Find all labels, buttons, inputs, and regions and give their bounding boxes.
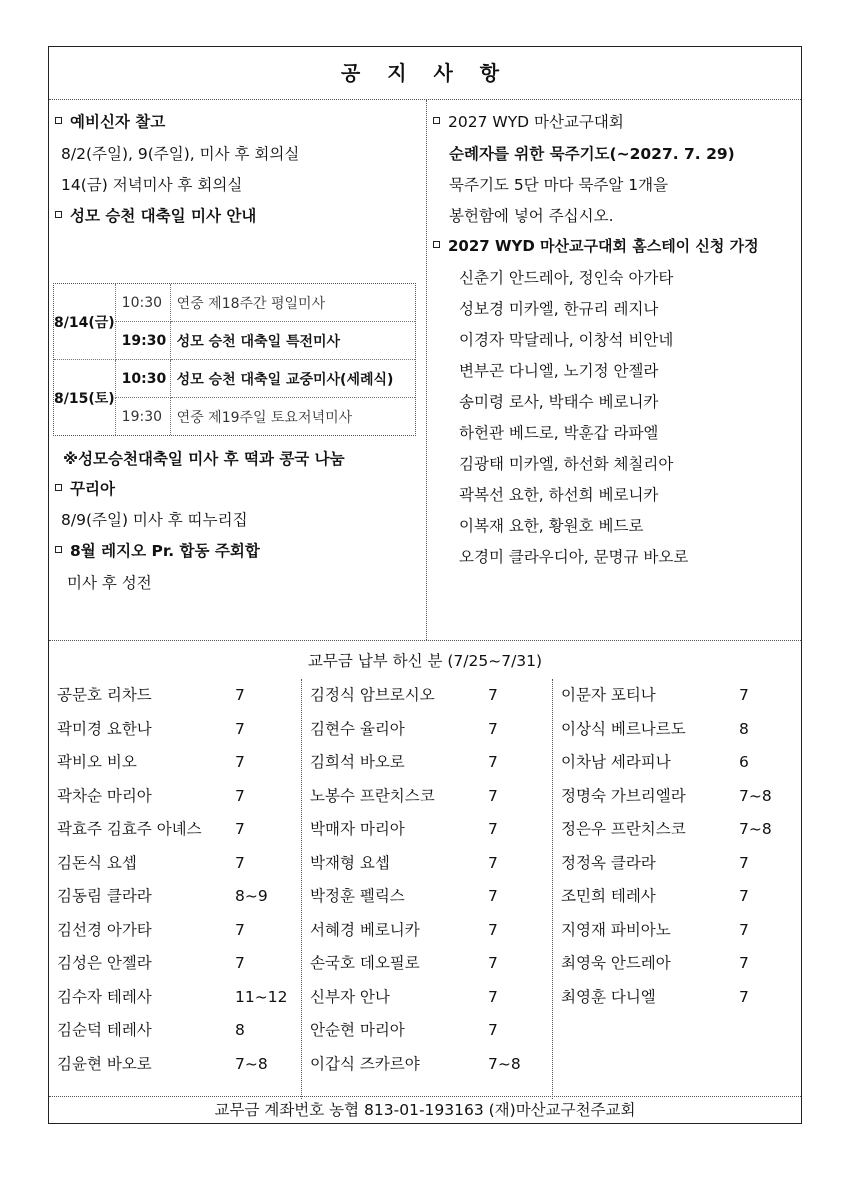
donor-row: [561, 813, 772, 846]
donor-months: 7: [739, 920, 749, 939]
donor-name: 최영훈 다니엘: [561, 987, 656, 1006]
donor-months: 7~8: [739, 786, 772, 805]
donor-row: [561, 947, 749, 980]
square-bullet-icon: [55, 546, 62, 553]
donor-name: 노봉수 프란치스코: [310, 786, 435, 805]
schedule-row: [54, 360, 415, 398]
donor-months: 7: [488, 987, 498, 1006]
square-bullet-icon: [55, 484, 62, 491]
donor-name: 박재형 요셉: [310, 853, 390, 872]
donor-months: 7: [488, 887, 498, 905]
schedule-date: 8/14(금): [54, 284, 115, 360]
homestay-family: 송미령 로사, 박태수 베로니카: [459, 393, 659, 411]
donor-months: 7: [235, 786, 245, 805]
wyd-rosary-line-2: 묵주기도 5단 마다 묵주알 1개을: [449, 176, 669, 194]
section-heading: [55, 539, 260, 561]
donor-row: [57, 746, 245, 779]
donor-months: 7: [488, 853, 498, 872]
catechumen-heading: 예비신자 찰고: [70, 113, 166, 131]
donor-months: 7: [739, 887, 749, 905]
section-heading: [55, 477, 115, 499]
wyd-rosary-line: 순례자를 위한 묵주기도(~2027. 7. 29): [449, 145, 735, 163]
donor-row: [57, 947, 245, 980]
square-bullet-icon: [433, 241, 440, 248]
curia-heading: 꾸리아: [70, 480, 115, 498]
curia-line: 8/9(주일) 미사 후 띠누리집: [61, 511, 248, 529]
donor-months: 7~8: [488, 1054, 521, 1073]
left-column: [49, 100, 427, 640]
homestay-family: 김광태 미카엘, 하선화 체칠리아: [459, 455, 674, 473]
donor-row: [57, 679, 245, 712]
donor-months: 7: [739, 954, 749, 972]
donor-name: 이갑식 즈카르야: [310, 1054, 420, 1073]
donation-section: [49, 640, 801, 1098]
square-bullet-icon: [55, 211, 62, 218]
donor-row: [561, 780, 772, 813]
donor-name: 손국호 데오필로: [310, 954, 420, 972]
schedule-row: [54, 284, 415, 322]
donor-months: 6: [739, 753, 749, 771]
homestay-family: 하헌관 베드로, 박훈갑 라파엘: [459, 424, 659, 442]
homestay-family: 성보경 미카엘, 한규리 레지나: [459, 300, 659, 318]
donor-name: 최영욱 안드레아: [561, 954, 671, 972]
donor-column-2: [301, 679, 551, 1099]
account-footer: 교무금 계좌번호 농협 813-01-193163 (재)마산교구천주교회: [49, 1096, 801, 1123]
donor-months: 7: [235, 686, 245, 704]
donor-name: 박매자 마리아: [310, 820, 405, 838]
donor-months: 7: [235, 719, 245, 738]
donor-months: 11~12: [235, 987, 288, 1006]
mass-schedule-table: [53, 283, 416, 436]
donor-name: 안순현 마리아: [310, 1021, 405, 1039]
rice-cake-note: ※성모승천대축일 미사 후 떡과 콩국 나눔: [63, 450, 345, 468]
schedule-event: 연중 제19주일 토요저녁미사: [176, 409, 353, 426]
donor-months: 7: [235, 920, 245, 939]
donor-name: 이문자 포티나: [561, 686, 656, 704]
donor-row: [57, 780, 245, 813]
donor-months: 8: [739, 719, 749, 738]
donor-name: 박정훈 펠릭스: [310, 887, 405, 905]
donor-name: 김순덕 테레사: [57, 1021, 152, 1039]
donor-months: 8: [235, 1021, 245, 1039]
donor-row: [57, 880, 268, 913]
homestay-family: 이복재 요한, 황원호 베드로: [459, 517, 644, 535]
assumption-heading: 성모 승천 대축일 미사 안내: [70, 207, 257, 225]
donor-row: [310, 847, 498, 880]
donor-row: [310, 1048, 521, 1081]
donor-row: [561, 679, 749, 712]
donor-name: 곽효주 김효주 아녜스: [57, 820, 202, 838]
donor-name: 정정옥 클라라: [561, 853, 656, 872]
donor-months: 7: [488, 820, 498, 838]
homestay-family: 곽복선 요한, 하선희 베로니카: [459, 486, 659, 504]
donor-row: [57, 847, 245, 880]
donor-row: [310, 679, 498, 712]
donor-name: 신부자 안나: [310, 987, 390, 1006]
donor-column-3: [552, 679, 802, 1099]
donor-row: [561, 914, 749, 947]
donor-name: 김성은 안젤라: [57, 954, 152, 972]
donor-row: [310, 813, 498, 846]
donor-row: [561, 847, 749, 880]
homestay-family: 오경미 클라우디아, 문명규 바오로: [459, 548, 689, 566]
legio-heading: 8월 레지오 Pr. 합동 주회합: [70, 542, 260, 560]
donor-months: 7: [488, 920, 498, 939]
schedule-event: 성모 승천 대축일 특전미사: [170, 322, 415, 360]
donor-name: 김선경 아가타: [57, 920, 152, 939]
donor-row: [561, 746, 749, 779]
donor-months: 7: [235, 753, 245, 771]
donor-row: [310, 1014, 498, 1047]
donor-name: 공문호 리차드: [57, 686, 152, 704]
right-column: [427, 100, 801, 640]
donor-row: [310, 746, 498, 779]
donor-months: 7: [739, 853, 749, 872]
donor-name: 곽미경 요한나: [57, 719, 152, 738]
donor-months: 7~8: [739, 820, 772, 838]
donor-row: [310, 880, 498, 913]
donor-row: [310, 914, 498, 947]
donor-name: 이상식 베르나르도: [561, 719, 686, 738]
donor-row: [57, 1014, 245, 1047]
schedule-event: 성모 승천 대축일 교중미사(세례식): [170, 360, 415, 398]
donor-name: 김정식 암브로시오: [310, 686, 435, 704]
donor-row: [310, 947, 498, 980]
donor-months: 7: [235, 954, 245, 972]
homestay-family: 이경자 막달레나, 이창석 비안네: [459, 331, 674, 349]
wyd-rosary-line-3: 봉헌함에 넣어 주십시오.: [449, 207, 614, 225]
donor-row: [561, 981, 749, 1014]
donor-name: 정은우 프란치스코: [561, 820, 686, 838]
homestay-family: 변부곤 다니엘, 노기정 안젤라: [459, 362, 659, 380]
schedule-date: 8/15(토): [54, 360, 115, 436]
donor-months: 7: [488, 786, 498, 805]
schedule-event: 연중 제18주간 평일미사: [170, 284, 415, 322]
donor-name: 정명숙 가브리엘라: [561, 786, 686, 805]
donor-row: [57, 713, 245, 746]
donor-name: 지영재 파비아노: [561, 920, 671, 939]
donor-months: 7: [235, 853, 245, 872]
section-heading: [55, 110, 165, 132]
square-bullet-icon: [55, 117, 62, 124]
schedule-time: 19:30: [115, 322, 170, 360]
donor-months: 7: [488, 954, 498, 972]
donor-row: [561, 880, 749, 913]
page-title: 공 지 사 항: [49, 47, 801, 100]
donor-months: 7: [739, 987, 749, 1006]
donor-row: [57, 1048, 268, 1081]
donor-months: 7: [488, 1021, 498, 1039]
donor-row: [310, 981, 498, 1014]
schedule-time: 10:30: [115, 360, 170, 398]
donor-row: [57, 981, 287, 1014]
section-heading: [433, 235, 759, 256]
donor-column-1: [49, 679, 299, 1099]
legio-line: 미사 후 성전: [67, 574, 152, 592]
donor-months: 7: [739, 686, 749, 704]
donor-months: 7: [488, 686, 498, 704]
notice-frame: [48, 46, 802, 1124]
section-heading: [433, 110, 624, 132]
donor-name: 김윤현 바오로: [57, 1054, 152, 1073]
donor-name: 김현수 율리아: [310, 719, 405, 738]
donor-months: 7~8: [235, 1054, 268, 1073]
donor-row: [57, 813, 245, 846]
homestay-heading: 2027 WYD 마산교구대회 홈스테이 신청 가정: [448, 237, 759, 255]
section-heading: [55, 204, 256, 226]
catechumen-line-2: 14(금) 저녁미사 후 회의실: [61, 176, 243, 194]
donor-row: [561, 713, 749, 746]
schedule-time: 10:30: [115, 284, 170, 322]
donor-name: 김수자 테레사: [57, 987, 152, 1006]
donor-name: 서혜경 베로니카: [310, 920, 420, 939]
donor-name: 곽비오 비오: [57, 753, 137, 771]
donor-months: 7: [488, 753, 498, 771]
donor-name: 조민희 테레사: [561, 887, 656, 905]
donor-name: 김돈식 요셉: [57, 853, 137, 872]
homestay-family: 신춘기 안드레아, 정인숙 아가타: [459, 269, 674, 287]
donor-row: [310, 780, 498, 813]
donor-row: [310, 713, 498, 746]
donor-name: 이차남 세라피나: [561, 753, 671, 771]
schedule-time: 19:30: [115, 398, 170, 436]
donor-row: [57, 914, 245, 947]
donation-title: 교무금 납부 하신 분 (7/25~7/31): [307, 652, 543, 670]
donor-months: 7: [235, 820, 245, 838]
catechumen-line-1: 8/2(주일), 9(주일), 미사 후 회의실: [61, 145, 300, 163]
donor-name: 김희석 바오로: [310, 753, 405, 771]
donor-name: 김동림 클라라: [57, 887, 152, 905]
donor-months: 8~9: [235, 887, 268, 905]
wyd-heading: 2027 WYD 마산교구대회: [448, 113, 624, 131]
donor-months: 7: [488, 719, 498, 738]
square-bullet-icon: [433, 117, 440, 124]
donor-name: 곽차순 마리아: [57, 786, 152, 805]
